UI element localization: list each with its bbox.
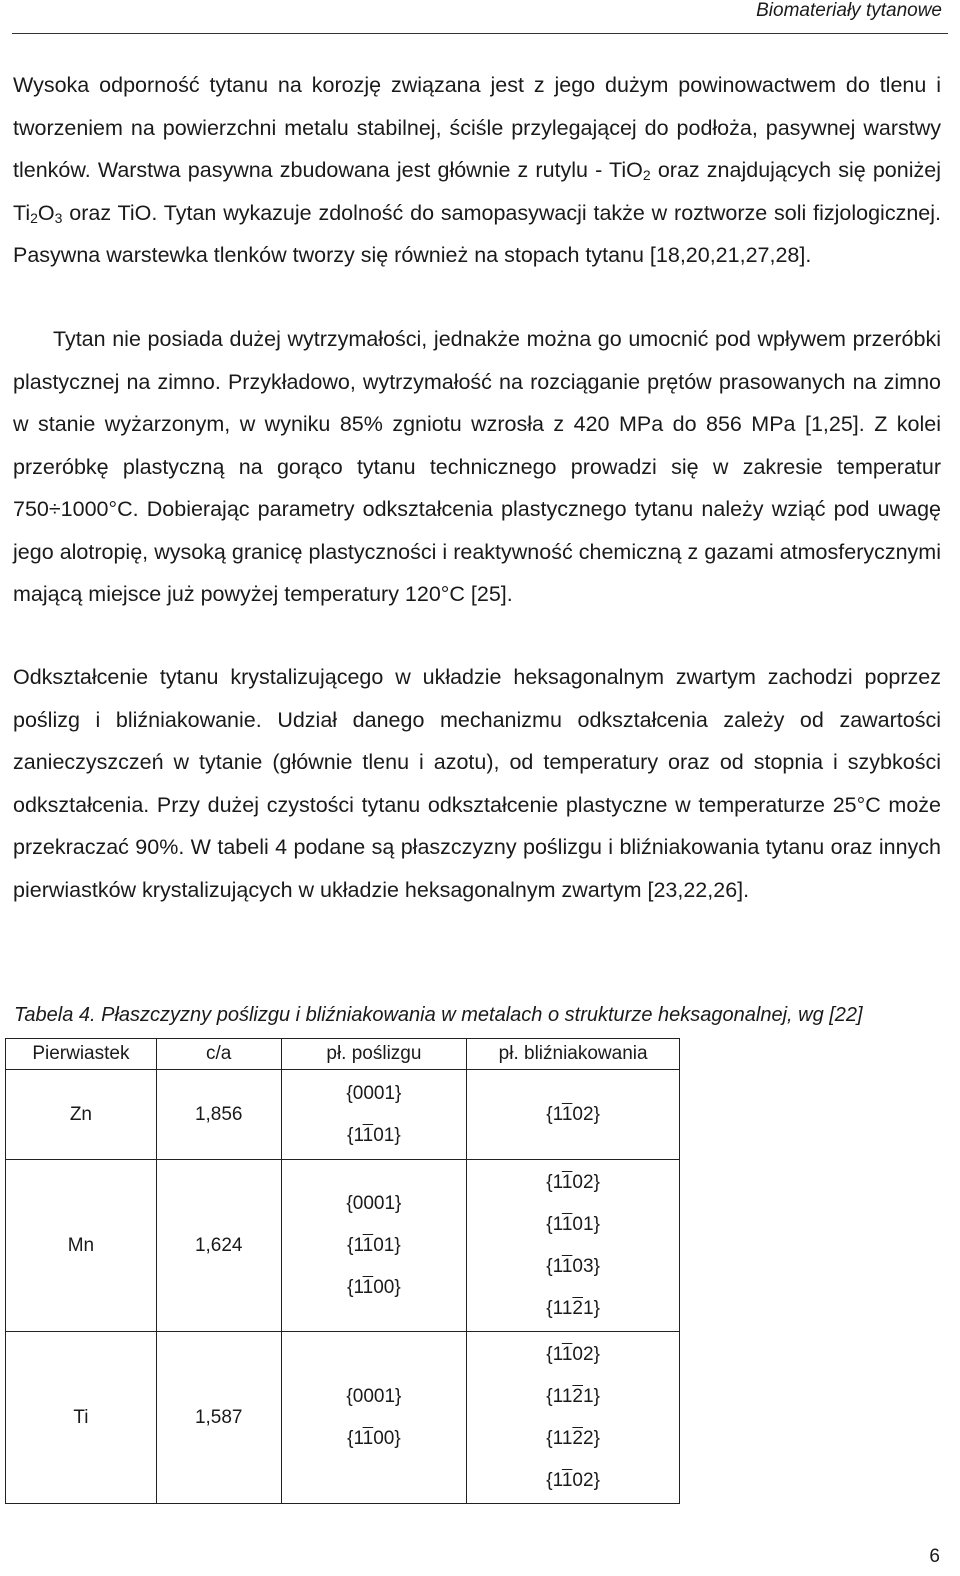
slip-plane: {0001}: [346, 1385, 402, 1407]
subscript: 2: [642, 167, 651, 183]
column-header: pł. poślizgu: [281, 1039, 467, 1070]
slip-plane: {0001}: [346, 1082, 402, 1104]
paragraph-text: O: [37, 200, 55, 225]
element-cell: Zn: [6, 1070, 157, 1160]
paragraph-text: oraz TiO. Tytan wykazuje zdolność do samopasywacji także w roztworze soli fizjologicznej. Pasywna warstewka tlenków tworzy się również na stopach tytanu [18,20,21,27,28].: [13, 200, 941, 267]
twin-planes-cell: [467, 1070, 680, 1160]
slip-planes-cell: [281, 1070, 467, 1160]
paragraph-corrosion: [13, 64, 941, 277]
ca-ratio-cell: 1,587: [156, 1332, 281, 1504]
table-row: [6, 1070, 680, 1160]
paragraph-strength: [13, 318, 941, 616]
slip-plane: {1101}: [347, 1124, 401, 1146]
table-row: [6, 1160, 680, 1332]
table-caption: Tabela 4. Płaszczyzny poślizgu i bliźniakowania w metalach o strukturze heksagonalnej, wg [22]: [14, 1004, 863, 1026]
twin-plane: {1122}: [546, 1427, 600, 1449]
ca-ratio-cell: 1,624: [156, 1160, 281, 1332]
table-header-row: [6, 1039, 680, 1070]
twin-planes-cell: [467, 1332, 680, 1504]
slip-planes-cell: [281, 1160, 467, 1332]
slip-planes-cell: [281, 1332, 467, 1504]
column-header: Pierwiastek: [6, 1039, 157, 1070]
subscript: 2: [30, 209, 38, 226]
slip-plane: {0001}: [346, 1192, 402, 1214]
twin-plane: {1102}: [546, 1343, 600, 1365]
column-header: c/a: [156, 1039, 281, 1070]
ca-ratio-cell: 1,856: [156, 1070, 281, 1160]
element-cell: Mn: [6, 1160, 157, 1332]
running-head: Biomateriały tytanowe: [756, 0, 942, 21]
slip-twin-table: [5, 1038, 680, 1504]
paragraph-text: oraz znajdujących się poniżej Ti: [13, 158, 941, 225]
subscript: 3: [54, 209, 63, 226]
twin-plane: {1103}: [546, 1255, 600, 1277]
slip-plane: {1100}: [347, 1427, 401, 1449]
twin-planes-cell: [467, 1160, 680, 1332]
column-header: pł. bliźniakowania: [467, 1039, 680, 1070]
twin-plane: {1121}: [546, 1385, 600, 1407]
twin-plane: {1102}: [546, 1171, 600, 1193]
paragraph-text: Odkształcenie tytanu krystalizującego w układzie heksagonalnym zwartym zachodzi poprzez poślizg i bliźniakowanie. Udział danego mechanizmu odkształcenia zależy od zawartości zanieczyszczeń w tytanie (głównie tlenu i azotu), od temperatury oraz od stopnia i szybkości odkształcenia. Przy dużej czystości tytanu odkształcenie plastyczne w temperaturze 25°C może przekraczać 90%. W tabeli 4 podane są płaszczyzny poślizgu i bliźniakowania tytanu oraz innych pierwiastków krystalizujących w układzie heksagonalnym zwartym [23,22,26].: [13, 665, 941, 902]
paragraph-deformation: [13, 656, 941, 911]
element-cell: Ti: [6, 1332, 157, 1504]
slip-plane: {1101}: [347, 1234, 401, 1256]
table-row: [6, 1332, 680, 1504]
paragraph-text: Tytan nie posiada dużej wytrzymałości, jednakże można go umocnić pod wpływem przeróbki plastycznej na zimno. Przykładowo, wytrzymałość na rozciąganie prętów prasowanych na zimno w stanie wyżarzonym, w wyniku 85% zgniotu wzrosła z 420 MPa do 856 MPa [1,25]. Z kolei przeróbkę plastyczną na gorąco tytanu technicznego prowadzi się w zakresie temperatur 750÷1000°C. Dobierając parametry odkształcenia plastycznego tytanu należy wziąć pod uwagę jego alotropię, wysoką granicę plastyczności i reaktywność chemiczną z gazami atmosferycznymi mającą miejsce już powyżej temperatury 120°C [25].: [13, 327, 941, 606]
page-number: 6: [929, 1546, 940, 1567]
slip-plane: {1100}: [347, 1276, 401, 1298]
twin-plane: {1102}: [546, 1103, 600, 1125]
twin-plane: {1101}: [546, 1213, 600, 1235]
twin-plane: {1121}: [546, 1297, 600, 1319]
header-rule: [12, 33, 948, 34]
paragraph-text: Wysoka odporność tytanu na korozję związana jest z jego dużym powinowactwem do tlenu i tworzeniem na powierzchni metalu stabilnej, ściśle przylegającej do podłoża, pasywnej warstwy tlenków. Warstwa pasywna zbudowana jest głównie z rutylu - TiO: [13, 73, 941, 182]
twin-plane: {1102}: [546, 1469, 600, 1491]
